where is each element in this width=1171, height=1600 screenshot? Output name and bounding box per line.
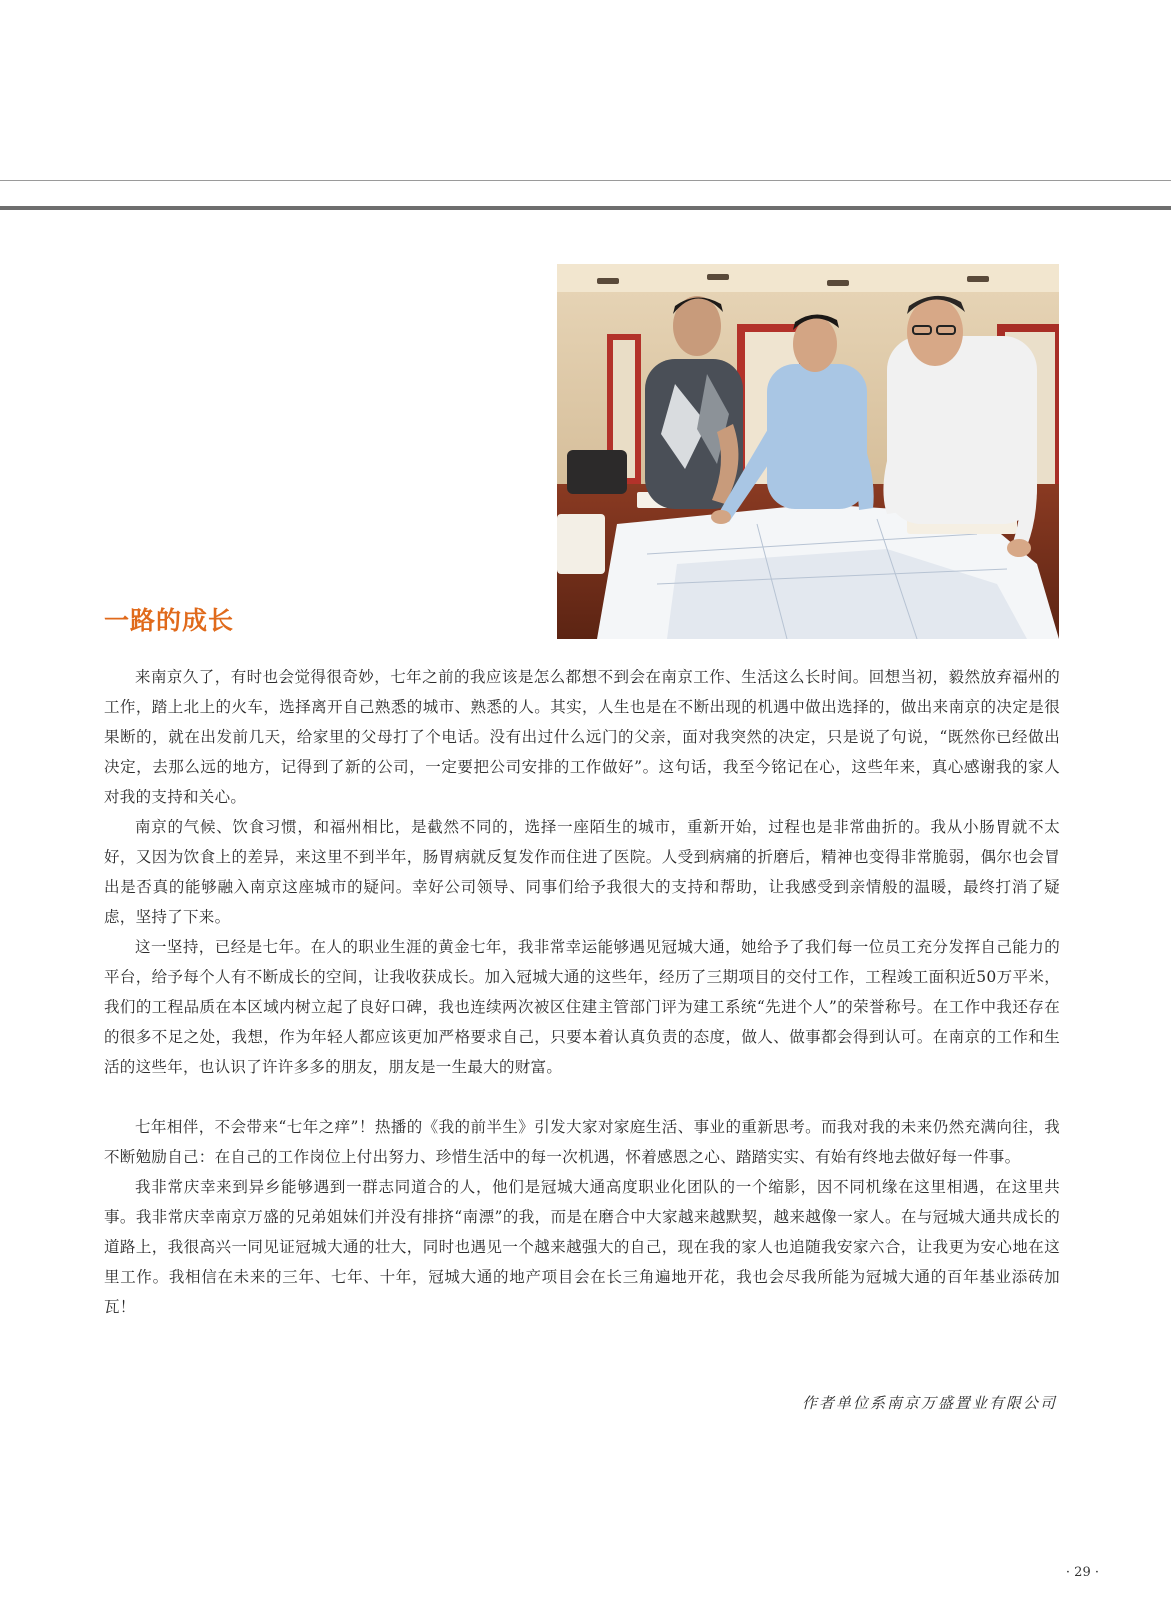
paragraph-2: 南京的气候、饮食习惯，和福州相比，是截然不同的，选择一座陌生的城市，重新开始，过程也是非常曲折的。我从小肠胃就不太好，又因为饮食上的差异，来这里不到半年，肠胃病就反复发作而住进了医院。人受到病痛的折磨后，精神也变得非常脆弱，偶尔也会冒出是否真的能够融入南京这座城市的疑问。幸好公司领导、同事们给予我很大的支持和帮助，让我感受到亲情般的温暖，最终打消了疑虑，坚持了下来。	[104, 818, 1060, 926]
section-title: 一路的成长	[104, 606, 235, 635]
paragraph-4: 七年相伴，不会带来“七年之痒”！热播的《我的前半生》引发大家对家庭生活、事业的重新思考。而我对我的未来仍然充满向往，我不断勉励自己：在自己的工作岗位上付出努力、珍惜生活中的每一次机遇，怀着感恩之心、踏踏实实、有始有终地去做好每一件事。	[104, 1118, 1060, 1166]
paragraph-1: 来南京久了，有时也会觉得很奇妙，七年之前的我应该是怎么都想不到会在南京工作、生活这么长时间。回想当初，毅然放弃福州的工作，踏上北上的火车，选择离开自己熟悉的城市、熟悉的人。其实，人生也是在不断出现的机遇中做出选择的，做出来南京的决定是很果断的，就在出发前几天，给家里的父母打了个电话。没有出过什么远门的父亲，面对我突然的决定，只是说了句说，“既然你已经做出决定，去那么远的地方，记得到了新的公司，一定要把公司安排的工作做好”。这句话，我至今铭记在心，这些年来，真心感谢我的家人对我的支持和关心。	[104, 668, 1060, 806]
paragraph-5: 我非常庆幸来到异乡能够遇到一群志同道合的人，他们是冠城大通高度职业化团队的一个缩影，因不同机缘在这里相遇，在这里共事。我非常庆幸南京万盛的兄弟姐妹们并没有排挤“南漂”的我，而是在磨合中大家越来越默契，越来越像一家人。在与冠城大通共成长的道路上，我很高兴一同见证冠城大通的壮大，同时也遇见一个越来越强大的自己，现在我的家人也追随我安家六合，让我更为安心地在这里工作。我相信在未来的三年、七年、十年，冠城大通的地产项目会在长三角遍地开花，我也会尽我所能为冠城大通的百年基业添砖加瓦！	[104, 1178, 1060, 1316]
article-photo	[557, 264, 1059, 639]
header-rule-thin	[0, 180, 1171, 181]
header-rule-thick	[0, 206, 1171, 210]
page-number: · 29 ·	[1065, 1565, 1099, 1580]
photo-three-men-reviewing-blueprints	[557, 264, 1059, 639]
paragraph-3: 这一坚持，已经是七年。在人的职业生涯的黄金七年，我非常幸运能够遇见冠城大通，她给予了我们每一位员工充分发挥自己能力的平台，给予每个人有不断成长的空间，让我收获成长。加入冠城大通的这些年，经历了三期项目的交付工作，工程竣工面积近50万平米，我们的工程品质在本区域内树立起了良好口碑，我也连续两次被区住建主管部门评为建工系统“先进个人”的荣誉称号。在工作中我还存在的很多不足之处，我想，作为年轻人都应该更加严格要求自己，只要本着认真负责的态度，做人、做事都会得到认可。在南京的工作和生活的这些年，也认识了许许多多的朋友，朋友是一生最大的财富。	[104, 938, 1060, 1076]
article-body	[104, 662, 1060, 1322]
author-affiliation: 作者单位系南京万盛置业有限公司	[801, 1394, 1057, 1412]
